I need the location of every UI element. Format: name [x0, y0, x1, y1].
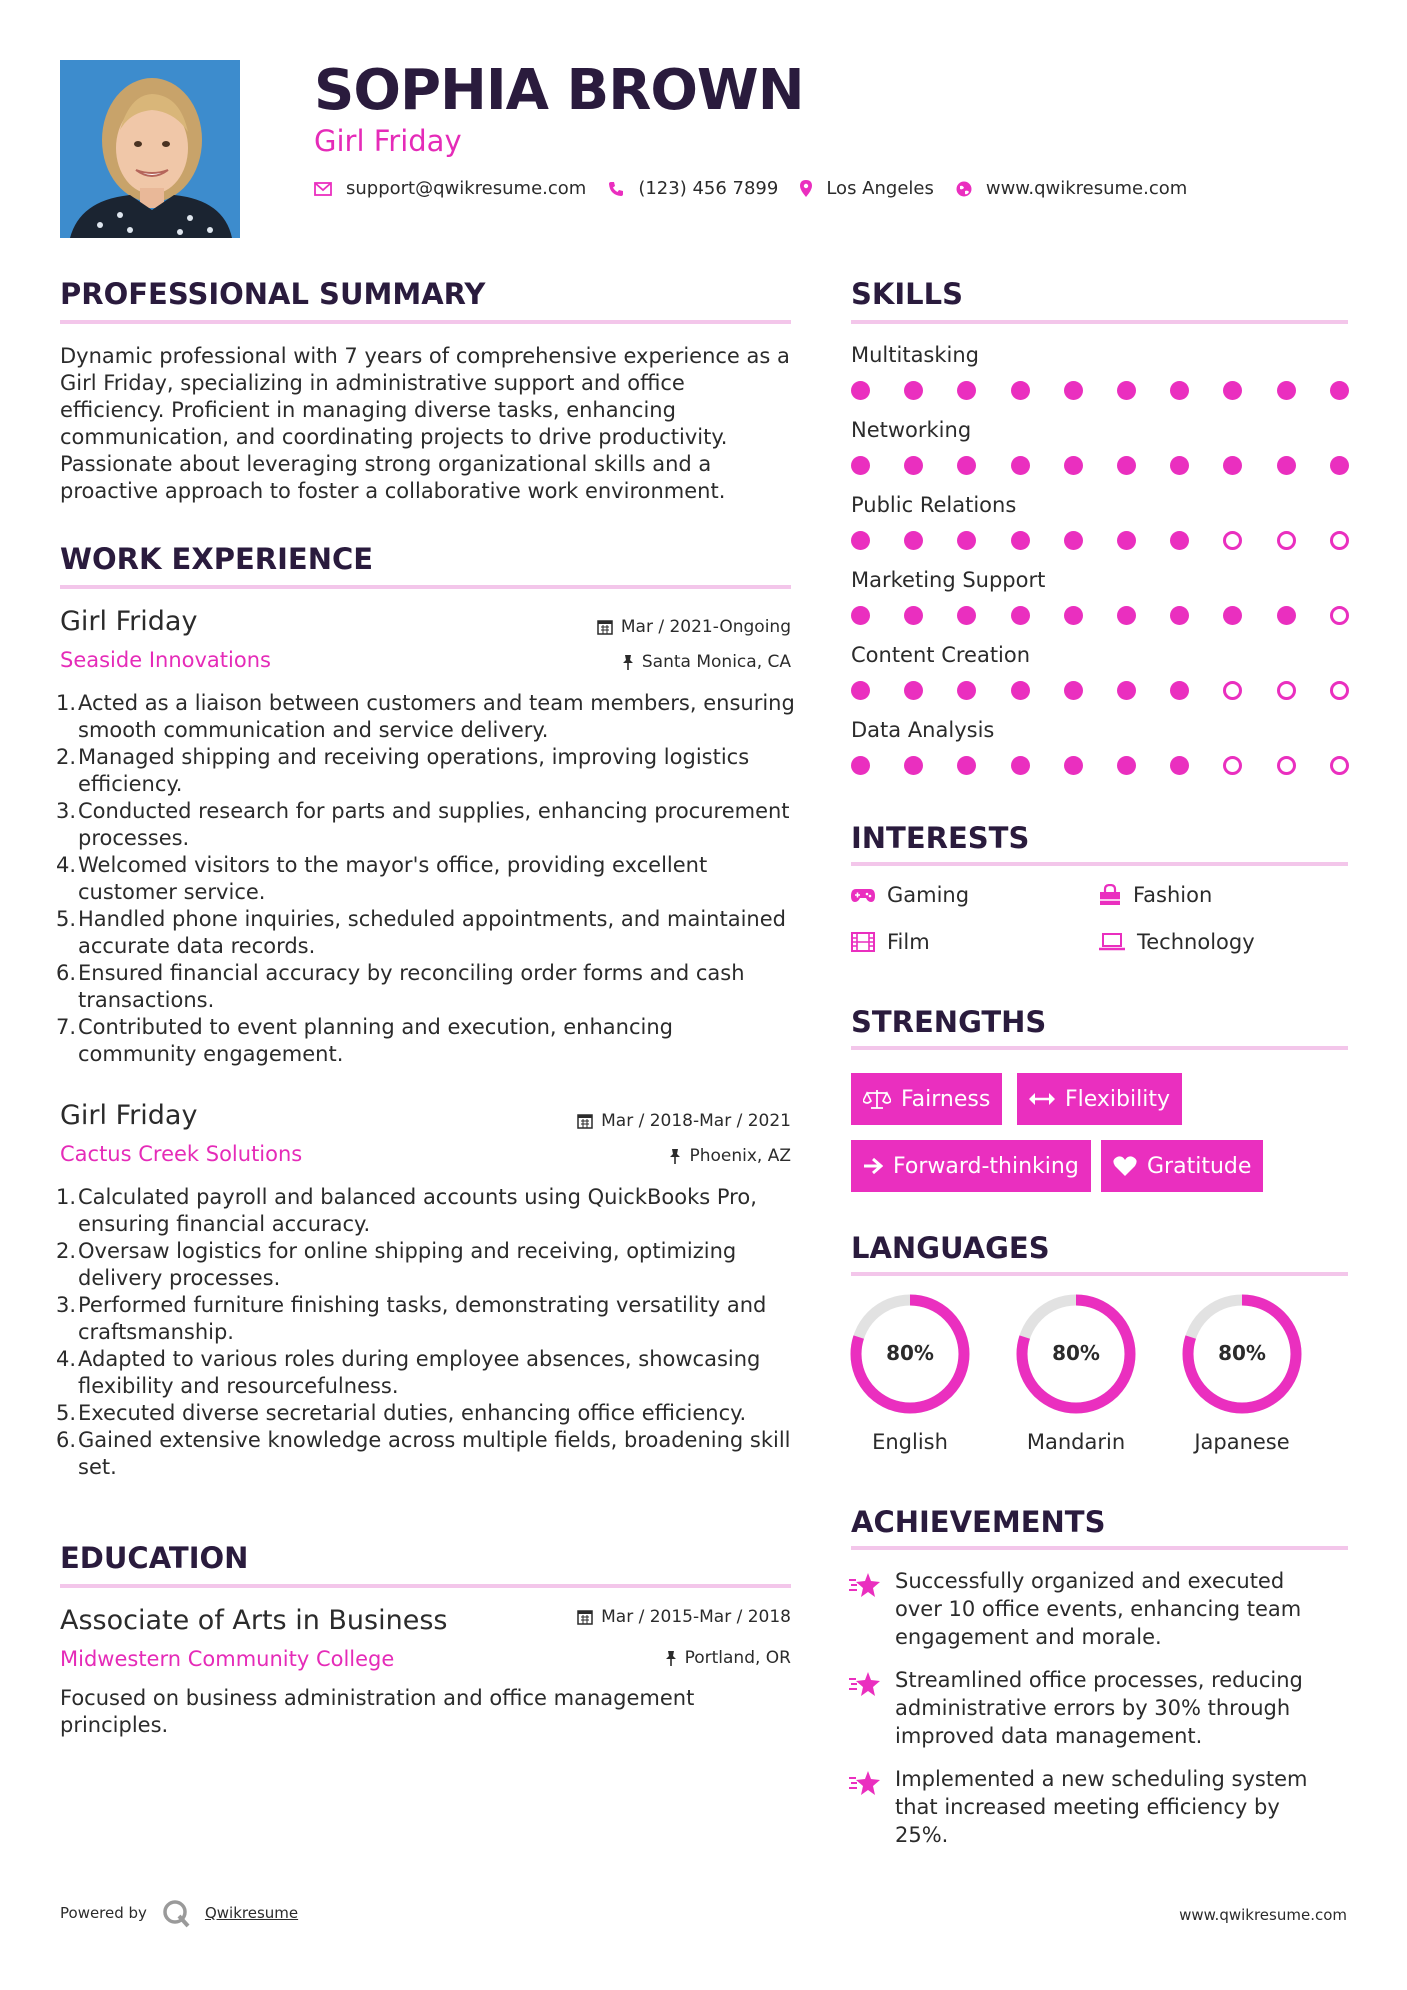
job-dates-text: Mar / 2018-Mar / 2021: [601, 1111, 791, 1131]
rating-dot-filled: [957, 381, 976, 400]
job-location: [669, 1146, 791, 1166]
footer-branding: [60, 1898, 298, 1928]
rating-dot-filled: [1170, 756, 1189, 775]
job-company: Seaside Innovations: [60, 648, 271, 672]
list-item: 2. Oversaw logistics for online shipping and receiving, optimizing delivery processes.: [56, 1239, 737, 1290]
location-text: Los Angeles: [826, 178, 934, 199]
rating-dot-filled: [1170, 606, 1189, 625]
skill-rating: [851, 456, 1343, 476]
skill-rating: [851, 606, 1343, 626]
candidate-name: SOPHIA BROWN: [314, 58, 804, 123]
achievements-heading: ACHIEVEMENTS: [851, 1505, 1106, 1539]
calendar-icon: [577, 1609, 593, 1625]
rating-dot-filled: [957, 681, 976, 700]
qwikresume-link[interactable]: Qwikresume: [204, 1904, 299, 1922]
duty-text: Contributed to event planning and execution, enhancing community engagement.: [78, 1015, 673, 1066]
interest-label: Film: [887, 930, 930, 954]
interest-label: Fashion: [1133, 883, 1213, 907]
laptop-icon: [1099, 933, 1125, 951]
strength-label: Flexibility: [1065, 1086, 1170, 1112]
interests-divider: [851, 862, 1348, 866]
strength-label: Fairness: [901, 1086, 991, 1112]
list-item: 1. Calculated payroll and balanced accounts using QuickBooks Pro, ensuring financial accuracy.: [56, 1185, 757, 1236]
skill-name: Public Relations: [851, 493, 1017, 517]
rating-dot-filled: [1064, 531, 1083, 550]
arrow-right-icon: [863, 1157, 883, 1175]
shopping-bag-icon: [1099, 884, 1121, 906]
list-item: 7. Contributed to event planning and execution, enhancing community engagement.: [56, 1015, 673, 1066]
website-text: www.qwikresume.com: [985, 178, 1188, 199]
summary-heading: PROFESSIONAL SUMMARY: [60, 277, 486, 311]
list-item: 5. Handled phone inquiries, scheduled appointments, and maintained accurate data records.: [56, 907, 786, 958]
list-item: 2. Managed shipping and receiving operations, improving logistics efficiency.: [56, 745, 750, 796]
summary-text: Dynamic professional with 7 years of comprehensive experience as a Girl Friday, specializing in administrative support and office efficiency. Proficient in managing diverse tasks, enhancing communication, and coordinating projects to drive productivity. Passionate about leveraging strong organizational skills and a proactive approach to foster a collaborative work environment.: [60, 344, 790, 503]
rating-dot-filled: [957, 531, 976, 550]
language-percent: 80%: [886, 1341, 934, 1365]
languages-divider: [851, 1272, 1348, 1276]
powered-by-text: Powered by: [60, 1904, 147, 1922]
skill-name: Multitasking: [851, 343, 980, 367]
contact-email[interactable]: [314, 178, 586, 199]
rating-dot-empty: [1223, 531, 1242, 550]
achievement-text: Implemented a new scheduling system that increased meeting efficiency by 25%.: [895, 1767, 1308, 1847]
rating-dot-filled: [904, 681, 923, 700]
strength-tag: [1017, 1073, 1182, 1125]
pin-icon: [622, 654, 634, 670]
duty-text: Ensured financial accuracy by reconciling order forms and cash transactions.: [78, 961, 745, 1012]
job-dates: [577, 1111, 791, 1131]
rating-dot-empty: [1277, 681, 1296, 700]
rating-dot-filled: [1277, 381, 1296, 400]
rating-dot-filled: [1277, 456, 1296, 475]
balance-scale-icon: [863, 1088, 891, 1110]
education-dates: [577, 1607, 791, 1627]
achievement-text: Streamlined office processes, reducing administrative errors by 30% through improved data management.: [895, 1668, 1303, 1748]
job-location-text: Santa Monica, CA: [641, 652, 791, 672]
rating-dot-filled: [1011, 606, 1030, 625]
envelope-icon: [314, 182, 332, 196]
contact-bar: [314, 178, 1209, 199]
star-badge-icon: [849, 1671, 881, 1699]
education-heading: EDUCATION: [60, 1541, 249, 1575]
rating-dot-empty: [1330, 756, 1349, 775]
job-location: [622, 652, 791, 672]
skill-name: Marketing Support: [851, 568, 1046, 592]
candidate-title: Girl Friday: [314, 124, 462, 158]
rating-dot-filled: [1117, 456, 1136, 475]
degree-title: Associate of Arts in Business: [60, 1605, 448, 1636]
interest-film: [851, 930, 930, 954]
strengths-divider: [851, 1046, 1348, 1050]
rating-dot-filled: [957, 606, 976, 625]
experience-divider: [60, 585, 791, 589]
contact-website[interactable]: [956, 178, 1187, 199]
rating-dot-filled: [904, 756, 923, 775]
rating-dot-filled: [1064, 456, 1083, 475]
rating-dot-filled: [1064, 681, 1083, 700]
phone-text: (123) 456 7899: [638, 178, 779, 199]
rating-dot-filled: [957, 456, 976, 475]
duty-text: Gained extensive knowledge across multiple fields, broadening skill set.: [78, 1428, 791, 1479]
qwikresume-logo-icon: [161, 1898, 191, 1928]
list-item: 4. Adapted to various roles during employee absences, showcasing flexibility and resourcefulness.: [56, 1347, 761, 1398]
rating-dot-filled: [1170, 531, 1189, 550]
rating-dot-filled: [1170, 381, 1189, 400]
calendar-icon: [577, 1113, 593, 1129]
rating-dot-filled: [904, 456, 923, 475]
rating-dot-filled: [1170, 681, 1189, 700]
list-item: 6. Gained extensive knowledge across multiple fields, broadening skill set.: [56, 1428, 791, 1479]
rating-dot-filled: [957, 756, 976, 775]
rating-dot-filled: [851, 681, 870, 700]
interest-gaming: [851, 883, 969, 907]
achievements-divider: [851, 1546, 1348, 1550]
rating-dot-filled: [851, 456, 870, 475]
language-name: Mandarin: [1026, 1430, 1126, 1454]
school-name: Midwestern Community College: [60, 1647, 395, 1671]
experience-heading: WORK EXPERIENCE: [60, 542, 374, 576]
duty-text: Executed diverse secretarial duties, enhancing office efficiency.: [78, 1401, 747, 1425]
education-divider: [60, 1584, 791, 1588]
interest-label: Technology: [1137, 930, 1255, 954]
star-badge-icon: [849, 1572, 881, 1600]
achievement-text: Successfully organized and executed over 10 office events, enhancing team engagement and morale.: [895, 1569, 1302, 1649]
duty-text: Oversaw logistics for online shipping and receiving, optimizing delivery processes.: [78, 1239, 737, 1290]
rating-dot-filled: [1011, 681, 1030, 700]
duty-text: Calculated payroll and balanced accounts using QuickBooks Pro, ensuring financial accuracy.: [78, 1185, 757, 1236]
education-dates-text: Mar / 2015-Mar / 2018: [601, 1607, 791, 1627]
rating-dot-filled: [1330, 456, 1349, 475]
rating-dot-empty: [1223, 681, 1242, 700]
rating-dot-filled: [1117, 381, 1136, 400]
interests-heading: INTERESTS: [851, 821, 1030, 855]
summary-divider: [60, 320, 791, 324]
rating-dot-filled: [904, 381, 923, 400]
rating-dot-empty: [1330, 681, 1349, 700]
rating-dot-filled: [1064, 381, 1083, 400]
rating-dot-filled: [1117, 606, 1136, 625]
rating-dot-empty: [1330, 606, 1349, 625]
interest-label: Gaming: [887, 883, 970, 907]
language-name: English: [872, 1430, 948, 1454]
film-icon: [851, 932, 875, 952]
gamepad-icon: [851, 887, 875, 903]
rating-dot-filled: [1064, 756, 1083, 775]
arrows-horizontal-icon: [1029, 1092, 1055, 1106]
rating-dot-filled: [1223, 381, 1242, 400]
job-role: Girl Friday: [60, 1100, 198, 1131]
rating-dot-filled: [1011, 756, 1030, 775]
job-location-text: Phoenix, AZ: [689, 1146, 791, 1166]
duty-text: Handled phone inquiries, scheduled appointments, and maintained accurate data records.: [78, 907, 786, 958]
skill-rating: [851, 531, 1343, 551]
rating-dot-filled: [1223, 456, 1242, 475]
rating-dot-filled: [904, 531, 923, 550]
rating-dot-filled: [851, 606, 870, 625]
rating-dot-empty: [1223, 756, 1242, 775]
skill-rating: [851, 381, 1343, 401]
footer-website[interactable]: www.qwikresume.com: [1179, 1906, 1347, 1924]
map-marker-icon: [800, 180, 812, 197]
job-company: Cactus Creek Solutions: [60, 1142, 303, 1166]
job-duties-list: [56, 1184, 795, 1481]
languages-heading: LANGUAGES: [851, 1231, 1050, 1265]
rating-dot-empty: [1330, 531, 1349, 550]
pin-icon: [665, 1650, 677, 1666]
interest-fashion: [1099, 883, 1212, 907]
strength-tag: [851, 1140, 1091, 1192]
skill-rating: [851, 756, 1343, 776]
rating-dot-filled: [851, 531, 870, 550]
rating-dot-filled: [1223, 606, 1242, 625]
rating-dot-filled: [1117, 531, 1136, 550]
rating-dot-empty: [1277, 756, 1296, 775]
contact-location: [800, 178, 934, 199]
skill-rating: [851, 681, 1343, 701]
rating-dot-filled: [904, 606, 923, 625]
language-percent: 80%: [1052, 1341, 1100, 1365]
rating-dot-filled: [1117, 681, 1136, 700]
list-item: 6. Ensured financial accuracy by reconciling order forms and cash transactions.: [56, 961, 745, 1012]
strength-label: Gratitude: [1147, 1153, 1252, 1179]
strength-tag: [851, 1073, 1002, 1125]
rating-dot-filled: [1277, 606, 1296, 625]
rating-dot-filled: [1330, 381, 1349, 400]
skills-heading: SKILLS: [851, 277, 963, 311]
language-name: Japanese: [1194, 1430, 1290, 1454]
education-location-text: Portland, OR: [684, 1648, 791, 1668]
duty-text: Managed shipping and receiving operations, improving logistics efficiency.: [78, 745, 750, 796]
pin-icon: [669, 1148, 681, 1164]
strength-label: Forward-thinking: [893, 1153, 1079, 1179]
duty-text: Performed furniture finishing tasks, demonstrating versatility and craftsmanship.: [78, 1293, 767, 1344]
phone-icon: [608, 181, 624, 197]
rating-dot-filled: [1170, 456, 1189, 475]
duty-text: Welcomed visitors to the mayor's office, providing excellent customer service.: [78, 853, 708, 904]
globe-icon: [956, 181, 972, 197]
calendar-icon: [597, 619, 613, 635]
language-percent: 80%: [1218, 1341, 1266, 1365]
duty-text: Acted as a liaison between customers and team members, ensuring smooth communication and service delivery.: [78, 691, 795, 742]
duty-text: Adapted to various roles during employee absences, showcasing flexibility and resourcefulness.: [78, 1347, 761, 1398]
skill-name: Data Analysis: [851, 718, 995, 742]
rating-dot-filled: [1011, 456, 1030, 475]
list-item: 3. Conducted research for parts and supplies, enhancing procurement processes.: [56, 799, 790, 850]
job-role: Girl Friday: [60, 606, 198, 637]
list-item: 3. Performed furniture finishing tasks, demonstrating versatility and craftsmanship.: [56, 1293, 767, 1344]
rating-dot-filled: [1064, 606, 1083, 625]
heart-icon: [1113, 1156, 1137, 1177]
email-text: support@qwikresume.com: [346, 178, 587, 199]
rating-dot-filled: [1117, 756, 1136, 775]
duty-text: Conducted research for parts and supplies, enhancing procurement processes.: [78, 799, 790, 850]
education-description: Focused on business administration and office management principles.: [60, 1686, 695, 1737]
rating-dot-filled: [1011, 531, 1030, 550]
rating-dot-empty: [1277, 531, 1296, 550]
profile-photo: [60, 60, 240, 238]
star-badge-icon: [849, 1770, 881, 1798]
job-duties-list: [56, 690, 795, 1068]
skill-name: Networking: [851, 418, 972, 442]
list-item: 1. Acted as a liaison between customers and team members, ensuring smooth communication and service delivery.: [56, 691, 795, 742]
job-dates: [597, 617, 791, 637]
contact-phone[interactable]: [608, 178, 778, 199]
job-dates-text: Mar / 2021-Ongoing: [620, 617, 791, 637]
list-item: 4. Welcomed visitors to the mayor's office, providing excellent customer service.: [56, 853, 708, 904]
skill-name: Content Creation: [851, 643, 1031, 667]
rating-dot-filled: [851, 756, 870, 775]
rating-dot-filled: [1011, 381, 1030, 400]
education-location: [665, 1648, 791, 1668]
strengths-heading: STRENGTHS: [851, 1005, 1047, 1039]
list-item: 5. Executed diverse secretarial duties, enhancing office efficiency.: [56, 1401, 747, 1425]
interest-technology: [1099, 930, 1255, 954]
rating-dot-filled: [851, 381, 870, 400]
strength-tag: [1101, 1140, 1263, 1192]
skills-divider: [851, 320, 1348, 324]
